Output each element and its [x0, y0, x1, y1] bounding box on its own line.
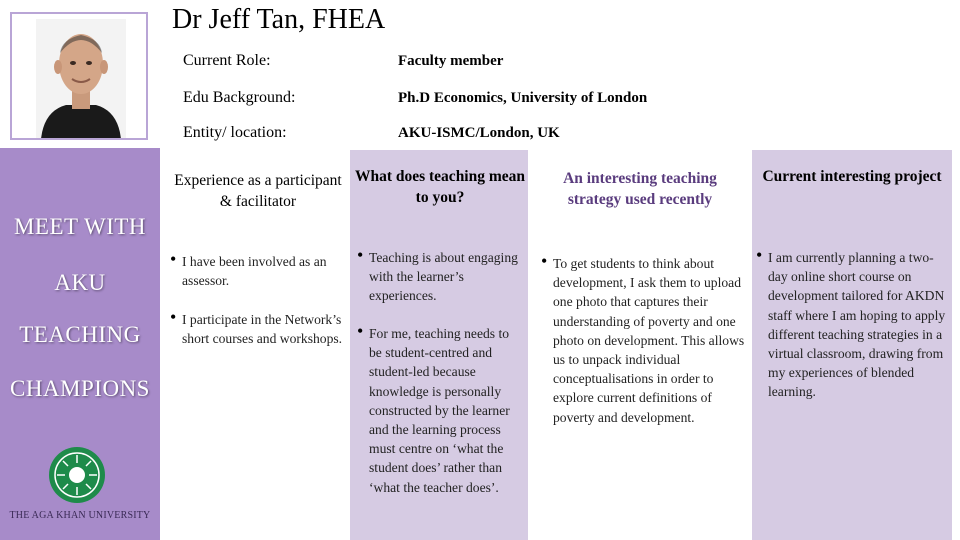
teaching-meaning-heading: What does teaching mean to you?	[354, 168, 526, 206]
bullet-icon: •	[170, 307, 177, 327]
page-title: Dr Jeff Tan, FHEA	[172, 4, 386, 35]
strategy-heading: An interesting teaching strategy used recently	[563, 170, 717, 208]
entity-location-value: AKU-ISMC/London, UK	[398, 125, 560, 141]
teaching-meaning-bullet-2: • For me, teaching needs to be student-centred and student-led because knowledge is personally constructed by the learner and the learning process must centre on ‘what the student does’ rather than ‘what the teacher does’.	[357, 321, 510, 495]
sidebar-heading-aku: AKU	[54, 270, 106, 295]
portrait-image	[36, 19, 126, 139]
project-heading: Current interesting project	[762, 168, 942, 185]
edu-background-label: Edu Background:	[183, 89, 296, 106]
current-role-label: Current Role:	[183, 52, 271, 69]
experience-bullet-2: • I participate in the Network’s short courses and workshops.	[170, 307, 343, 347]
edu-background-value: Ph.D Economics, University of London	[398, 90, 648, 106]
bullet-icon: •	[170, 249, 177, 269]
strategy-bullet-1: • To get students to think about development, I ask them to upload one photo that captures their understanding of poverty and one photo on development. This allows us to unpack individual conceptualisations in order to explore current definitions of poverty and development.	[541, 251, 745, 425]
bullet-icon: •	[357, 245, 364, 265]
strategy-column	[534, 150, 746, 540]
experience-bullet-1: • I have been involved as an assessor.	[170, 249, 327, 289]
sidebar	[0, 0, 160, 540]
university-name: THE AGA KHAN UNIVERSITY	[9, 510, 151, 521]
aku-logo-icon	[48, 446, 106, 504]
sidebar-heading-champions: CHAMPIONS	[10, 376, 150, 401]
sidebar-heading-teaching: TEACHING	[19, 322, 141, 347]
bullet-icon: •	[756, 245, 763, 265]
teaching-meaning-bullet-1: • Teaching is about engaging with the learner’s experiences.	[357, 245, 518, 304]
bullet-icon: •	[541, 251, 548, 271]
sidebar-heading-meet: MEET WITH	[13, 214, 147, 239]
profile-photo	[10, 12, 148, 140]
entity-location-label: Entity/ location:	[183, 124, 287, 141]
experience-heading: Experience as a participant & facilitator	[174, 172, 342, 210]
experience-column	[166, 150, 342, 540]
project-column	[752, 150, 952, 540]
bullet-icon: •	[357, 321, 364, 341]
project-bullet-1: • I am currently planning a two-day online short course on development tailored for AKDN staff where I am hoping to apply different teaching strategies in a virtual classroom, drawing from my experiences of blended learning.	[756, 245, 946, 400]
teaching-meaning-column	[350, 150, 528, 540]
current-role-value: Faculty member	[398, 53, 504, 69]
